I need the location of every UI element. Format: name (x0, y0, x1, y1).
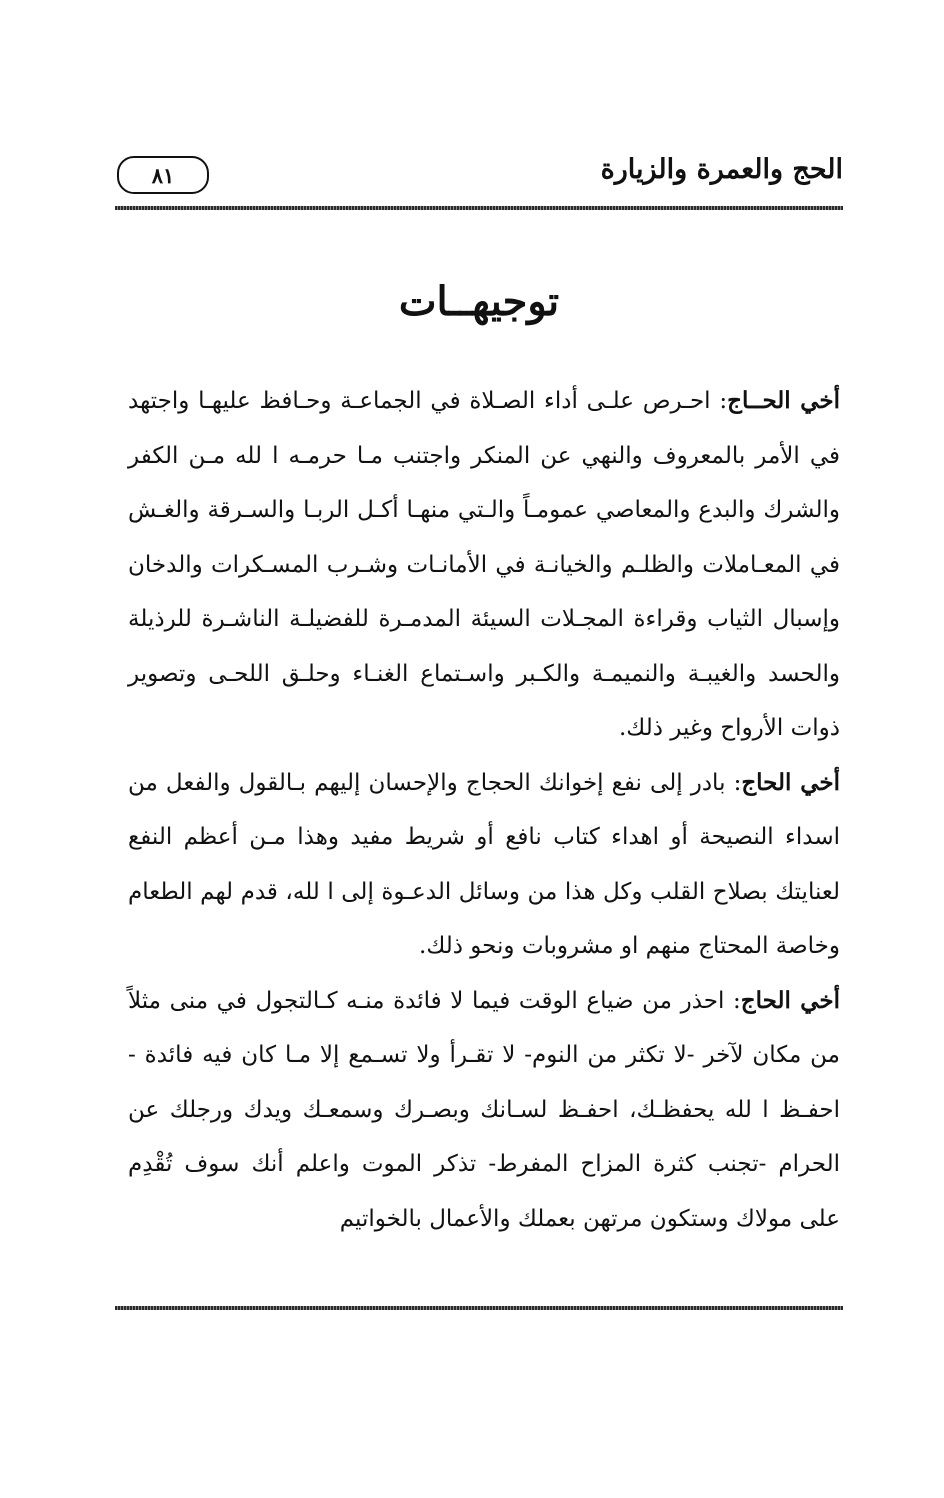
body-text (128, 374, 840, 1246)
book-title: الحج والعمرة والزيارة (600, 154, 843, 185)
paragraph-helping-pilgrims (128, 756, 840, 974)
paragraph-lead: أخي الحاج (740, 986, 840, 1014)
footer-divider (115, 1306, 843, 1310)
paragraph-text: : بادر إلى نفع إخوانك الحجاج والإحسان إليهم بـالقول والفعل من اسداء النصيحة أو اهداء كتاب نافع أو شريط مفيد وهذا مـن أعظم النفع لعنايتك بصلاح القلب وكل هذا من وسائل الدعـوة إلى ا لله، قدم لهم الطعام وخاصة المحتاج منهم او مشروبات ونحو ذلك. (128, 769, 840, 959)
header-divider (115, 206, 843, 210)
page-number-badge: ٨١ (117, 156, 209, 194)
paragraph-time (128, 974, 840, 1247)
paragraph-lead: أخي الحاج (741, 768, 841, 796)
paragraph-text: : احـرص علـى أداء الصـلاة في الجماعـة وحـافظ عليهـا واجتهد في الأمر بالمعروف والنهي عن المنكر واجتنب مـا حرمـه ا لله مـن الكفر والشرك والبدع والمعاصي عمومـاً والـتي منهـا أكـل الربـا والسـرقة والغـش في المعـاملات والظلـم والخيانـة في الأمانـات وشـرب المسـكرات والدخان وإسبال الثياب وقراءة المجـلات السيئة المدمـرة للفضيلـة الناشـرة للرذيلة والحسد والغيبـة والنميمـة والكـبر واسـتماع الغنـاء وحلـق اللحـى وتصوير ذوات الأرواح وغير ذلك. (128, 388, 840, 741)
section-title: توجيهــات (398, 278, 560, 325)
paragraph-prayer (128, 374, 840, 756)
page-header (115, 150, 843, 202)
paragraph-lead: أخي الحــاج (727, 387, 840, 414)
paragraph-text: : احذر من ضياع الوقت فيما لا فائدة منـه كـالتجول في منى مثلاً من مكان لآخر -لا تكثر من النوم- لا تقـرأ ولا تسـمع إلا مـا كان فيه فائدة - احفـظ ا لله يحفظـك، احفـظ لسـانك وبصـرك وسمعـك ويدك ورجلك عن الحرام -تجنب كثرة المزاح المفرط- تذكر الموت واعلم أنك سوف تُقْدِم على مولاك وستكون مرتهن بعملك والأعمال بالخواتيم (128, 987, 840, 1232)
